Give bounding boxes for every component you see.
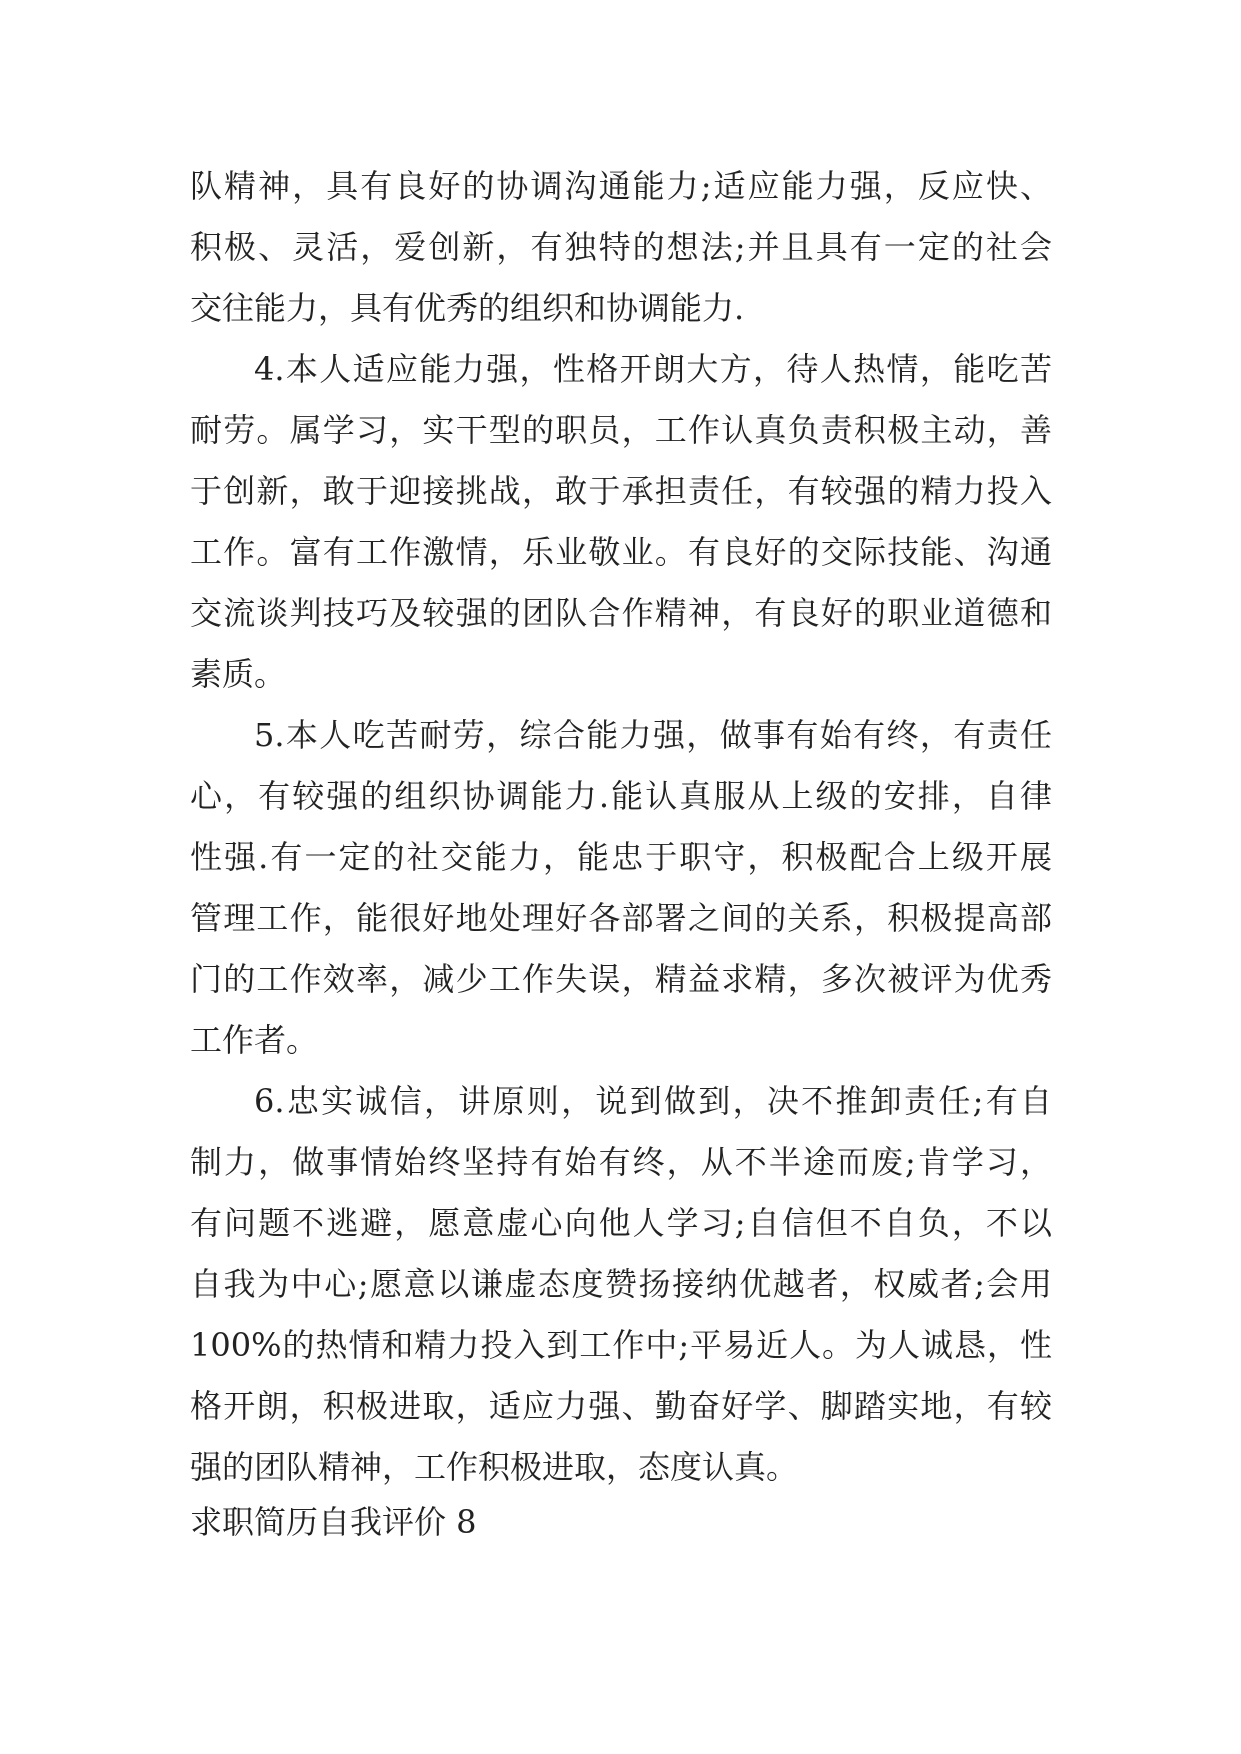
paragraph-item-5: [190, 705, 1052, 1071]
text-line: 素质。: [190, 655, 287, 693]
text-line: 格开朗，积极进取，适应力强、勤奋好学、脚踏实地，有较: [190, 1387, 1052, 1425]
text-line: 有问题不逃避，愿意虚心向他人学习;自信但不自负，不以: [190, 1204, 1052, 1242]
text-line: 耐劳。属学习，实干型的职员，工作认真负责积极主动，善: [190, 411, 1052, 449]
text-line: 制力，做事情始终坚持有始有终，从不半途而废;肯学习，: [190, 1143, 1052, 1181]
text-line: 4.本人适应能力强，性格开朗大方，待人热情，能吃苦: [254, 350, 1052, 388]
document-body: [190, 156, 1052, 1498]
section-heading: 求职简历自我评价 8: [190, 1503, 477, 1541]
paragraph-item-4: [190, 339, 1052, 705]
text-line: 交往能力，具有优秀的组织和协调能力.: [190, 289, 745, 327]
text-line: 心，有较强的组织协调能力.能认真服从上级的安排，自律: [190, 777, 1052, 815]
text-line: 门的工作效率，减少工作失误，精益求精，多次被评为优秀: [190, 960, 1052, 998]
text-line: 性强.有一定的社交能力，能忠于职守，积极配合上级开展: [190, 838, 1052, 876]
text-line: 工作。富有工作激情，乐业敬业。有良好的交际技能、沟通: [190, 533, 1052, 571]
text-line: 积极、灵活，爱创新，有独特的想法;并且具有一定的社会: [190, 228, 1052, 266]
text-line: 强的团队精神，工作积极进取，态度认真。: [190, 1448, 799, 1486]
text-line: 交流谈判技巧及较强的团队合作精神，有良好的职业道德和: [190, 594, 1052, 632]
text-line: 6.忠实诚信，讲原则，说到做到，决不推卸责任;有自: [254, 1082, 1052, 1120]
text-line: 100%的热情和精力投入到工作中;平易近人。为人诚恳，性: [190, 1326, 1052, 1364]
paragraph-continued: [190, 156, 1052, 339]
text-line: 于创新，敢于迎接挑战，敢于承担责任，有较强的精力投入: [190, 472, 1052, 510]
text-line: 队精神，具有良好的协调沟通能力;适应能力强，反应快、: [190, 167, 1052, 205]
text-line: 5.本人吃苦耐劳，综合能力强，做事有始有终，有责任: [254, 716, 1052, 754]
text-line: 自我为中心;愿意以谦虚态度赞扬接纳优越者，权威者;会用: [190, 1265, 1052, 1303]
paragraph-item-6: [190, 1071, 1052, 1498]
text-line: 工作者。: [190, 1021, 319, 1059]
text-line: 管理工作，能很好地处理好各部署之间的关系，积极提高部: [190, 899, 1052, 937]
